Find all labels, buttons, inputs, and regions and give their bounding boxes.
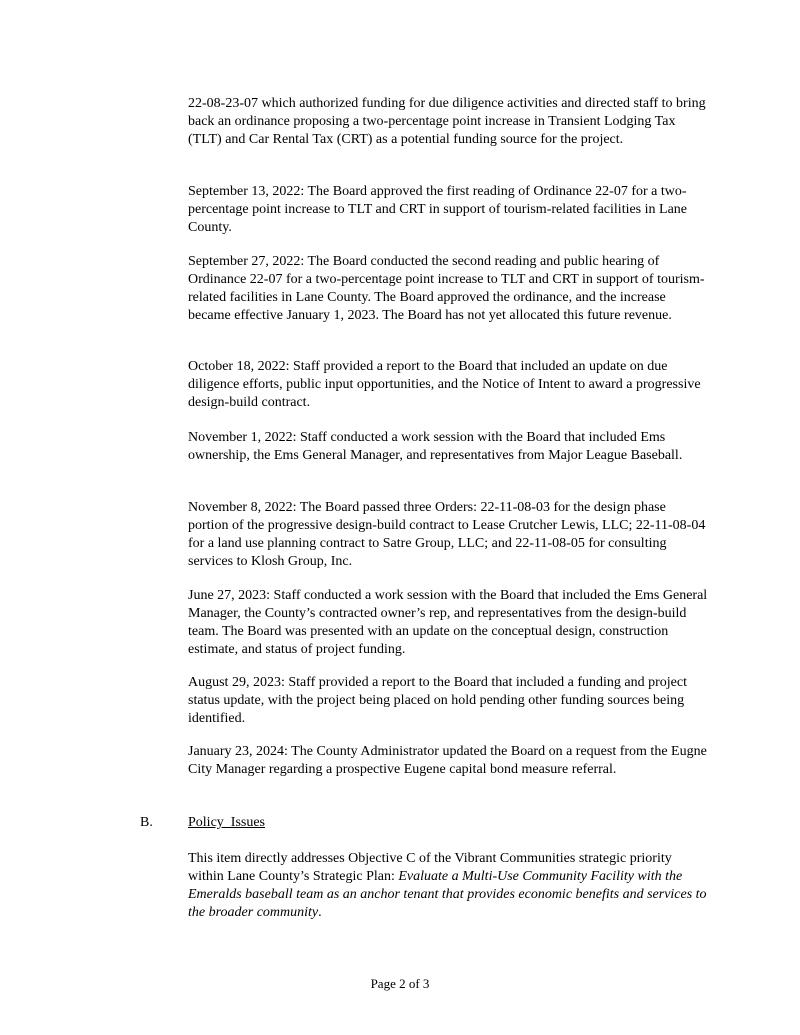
history-paragraph-jan-23-2024: January 23, 2024: The County Administrator updated the Board on a request from the Eugne City Manager regarding a prospective Eugene capital bond measure referral. <box>188 744 707 777</box>
section-b-letter: B. <box>140 815 153 830</box>
strategic-objective-text: Evaluate a Multi-Use Community Facility with the Emeralds baseball team as an anchor tenant that provides economic benefits and services to the broader community <box>188 869 707 920</box>
history-paragraph-nov-1-2022: November 1, 2022: Staff conducted a work session with the Board that included Ems ownership, the Ems General Manager, and representatives from Major League Baseball. <box>188 430 683 463</box>
history-paragraph-oct-18-2022: October 18, 2022: Staff provided a report to the Board that included an update on due diligence efforts, public input opportunities, and the Notice of Intent to award a progressive design-build contract. <box>188 359 701 410</box>
history-paragraph-sep-13-2022: September 13, 2022: The Board approved the first reading of Ordinance 22-07 for a two-percentage point increase to TLT and CRT in support of tourism-related facilities in Lane County. <box>188 184 688 235</box>
history-paragraph-jun-27-2023: June 27, 2023: Staff conducted a work session with the Board that included the Ems General Manager, the County’s contracted owner’s rep, and representatives from the design-build team. The Board was presented with an update on the conceptual design, construction estimate, and status of project funding. <box>188 588 708 657</box>
page-number-footer: Page 2 of 3 <box>370 976 430 991</box>
policy-issues-period: . <box>318 905 322 920</box>
section-b-heading: Policy Issues <box>188 815 265 830</box>
history-paragraph-nov-8-2022: November 8, 2022: The Board passed three Orders: 22-11-08-03 for the design phase portion of the progressive design-build contract to Lease Crutcher Lewis, LLC; 22-11-08-04 for a land use planning contract to Satre Group, LLC; and 22-11-08-05 for consulting services to Klosh Group, Inc. <box>188 500 706 569</box>
history-paragraph-sep-27-2022: September 27, 2022: The Board conducted the second reading and public hearing of Ordinance 22-07 for a two-percentage point increase to TLT and CRT in support of tourism-related facilities in Lane County. The Board approved the ordinance, and the increase became effective January 1, 2023. The Board has not yet allocated this future revenue. <box>188 254 705 323</box>
policy-issues-paragraph <box>188 850 708 922</box>
history-paragraph-continued: 22-08-23-07 which authorized funding for due diligence activities and directed staff to bring back an ordinance proposing a two-percentage point increase in Transient Lodging Tax (TLT) and Car Rental Tax (CRT) as a potential funding source for the project. <box>188 96 706 147</box>
policy-issues-text: This item directly addresses Objective C of the Vibrant Communities strategic priority within Lane County’s Strategic Plan: <box>188 851 672 884</box>
history-paragraph-aug-29-2023: August 29, 2023: Staff provided a report to the Board that included a funding and project status update, with the project being placed on hold pending other funding sources being identified. <box>188 675 687 726</box>
